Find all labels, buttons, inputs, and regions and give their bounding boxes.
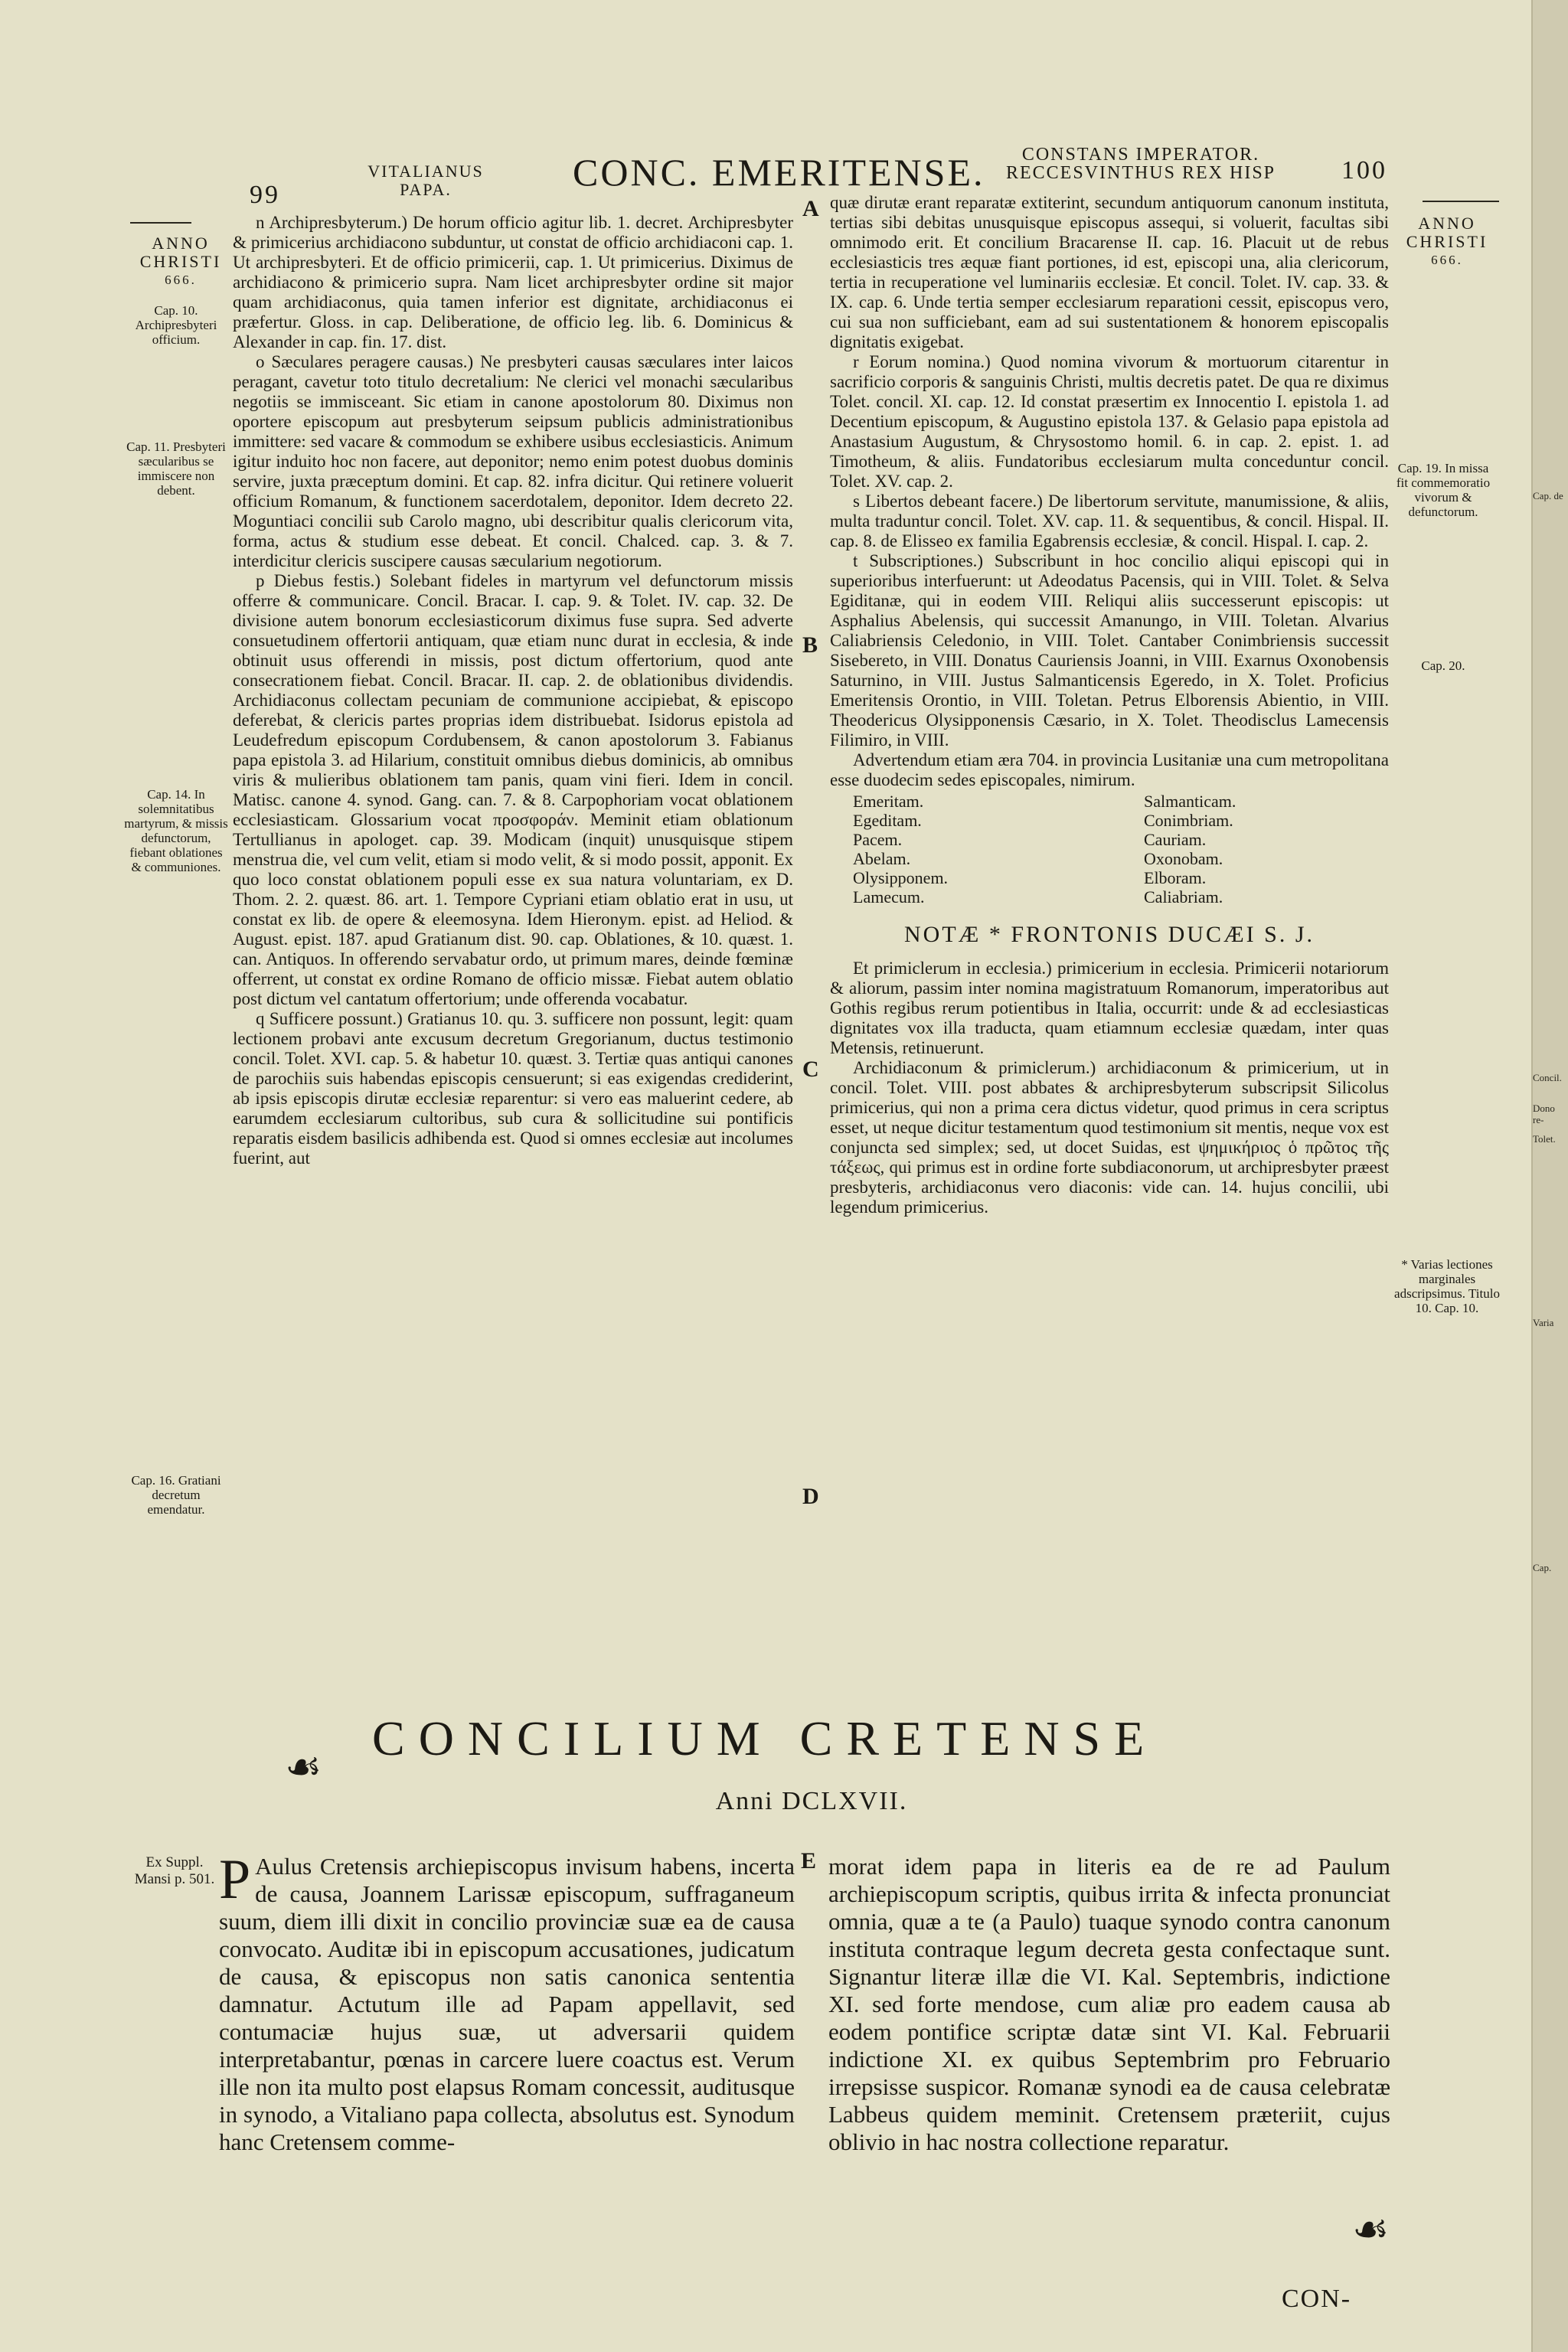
margin-note-varias: * Varias lectiones marginales adscripsimus. Titulo 10. Cap. 10. xyxy=(1394,1257,1500,1315)
margin-note-cap-16: Cap. 16. Gratiani decretum emendatur. xyxy=(131,1473,221,1517)
sees-right: Salmanticam. Conimbriam. Cauriam. Oxonobam. Elboram. Caliabriam. xyxy=(1144,792,1236,906)
rule-left xyxy=(130,222,191,224)
note-n: n Archipresbyterum.) De horum officio agitur lib. 1. decret. Archipresbyter & primicerius archidiacono subduntur, ut constat de officio archidiaconi cap. 1. Ut archipresbyteri. Et de officio primicerii, cap. 1. Ut primicerius. Diximus de archidiacono & primicerio supra. Nam licet archipresbyter ordine sit major quam archidiaconus, quia tamen inferior est dignitate, archidiaconus ei præfertur. Gloss. in cap. Deliberatione, de officio leg. lib. 6. Dominicus & Alexander in cap. fin. 17. dist. xyxy=(233,213,793,351)
margin-note-cap-10: Cap. 10. Archipresbyteri officium. xyxy=(135,303,217,347)
note-p: p Diebus festis.) Solebant fideles in martyrum vel defunctorum missis offerre & communicare. Concil. Bracar. I. cap. 9. & Tolet. IV. cap. 32. De divisione autem bonorum ecclesiasticorum diximus fuse supra. Sed adverte consuetudinem offertorii antiquam, quæ etiam nunc durat in ecclesia, & inde obtinuit usus offerendi in missis, post dictum offertorium, quod ante consecrationem fiebat. Concil. Bracar. II. cap. 2. de oblationibus dividendis. Archidiaconus collectam pecuniam de communione accipiebat, & episcopo deferebat, & clericis partes proprias idem distribuebat. Isidorus epistola ad Leudefredum episcopum Cordubensem, & canon apostolorum 3. Fabianus papa epistola 3. ad Hilarium, constituit omnibus diebus dominicis, ab omnibus viris & mulieribus oblationem tam panis, quam vini fieri. Idem in concil. Matisc. canone 4. synod. Gang. can. 7. & 8. Carpophoriam vocat oblationem ecclesiasticam. Glossarium vocat προσφοράν. Meminit etiam oblationum Tertullianus in apologet. cap. 39. Modicam (inquit) unusquisque stipem menstrua die, vel cum velit, etiam si modo velit, & si modo possit, apponit. Ex quo loco constat oblationem populi esse ex sua natura voluntariam, ex D. Thom. 2. 2. quæst. 86. art. 1. Tempore Cypriani etiam oblatio erat in usu, ut constat ex lib. de opere & eleemosyna. Idem Hieronym. epist. ad Heliod. & August. epist. 187. apud Gratianum dist. 90. cap. Oblationes, & 10. quæst. 1. can. Antiquos. In offerendo servabatur ordo, ut primum mares, deinde fœminæ offerrent, ut constat ex ordine Romano de officio missæ. Fiebat autem oblatio post dictum vel cantatum offertorium; unde offerenda vocabatur. xyxy=(233,571,793,1008)
concilium-text-right: morat idem papa in literis ea de re ad Paulum archiepiscopum scriptis, quibus irrita & infecta pronunciat omnia, quæ a te (a Paulo) tuaque synodo contra canonum instituta contraque legum decreta gesta confectaque sunt. Signantur literæ illæ die VI. Kal. Septembris, indictione XI. sed forte mendose, cum aliæ pro eadem causa ab eodem pontifice scriptæ datæ sint VI. Kal. Februarii indictione XI. ex quibus Septembrim pro Februario irrepsisse suspicor. Romanæ synodi ea de causa celebratæ Labbeus quidem meminit. Cretensem præteriit, cujus oblivio in hac nostra collectione reparatur. xyxy=(828,1853,1390,2155)
anno-right: ANNO CHRISTI 666. xyxy=(1406,214,1488,267)
page-number-right: 100 xyxy=(1341,156,1387,185)
next-page-fragment-3: Dono re- xyxy=(1533,1102,1555,1125)
nota-archidiaconum: Archidiaconum & primiclerum.) archidiaconum & primicerium, ut in concil. Tolet. VIII. post abbates & archipresbyterum subscripsit Silicolus primicerius, qui non a prima cera dictus videtur, quod primus in cera scriptus esset, ut neque dicitur testamentum quod testimonium sit mentis, neque vox est conjuncta sed simplex; sed, ut docet Suidas, est ψημικήριος ὁ πρῶτος τῆς τάξεως, qui primus est in ordine forte subdiaconorum, ut archipresbyter præest presbyteris, archidiaconus vero diaconis: vide can. 14. hujus concilii, ubi legendum primicerius. xyxy=(830,1058,1389,1217)
section-letter-d: D xyxy=(802,1484,819,1509)
rule-right xyxy=(1423,201,1499,202)
note-t: t Subscriptiones.) Subscribunt in hoc concilio aliqui episcopi qui in superioribus interfuerunt: ut Adeodatus Pacensis, qui in VIII. Tolet. & Selva Egiditanæ, qui in eodem VIII. Reliqui aliis successerunt episcopis: ut Asphalius Abelensis, qui successit Amanungo, in VIII. Toletan. Alvarius Caliabriensis Celedonio, in VIII. Tolet. Cantaber Conimbriensis successit Sisebereto, in VIII. Donatus Cauriensis Joanni, in VIII. Exarnus Oxonobensis Saturnino, in VIII. Justus Salmanticensis Egeredo, in X. Tolet. Proficius Emeritensis Orontio, in VIII. Toletan. Petrus Elborensis Abientio, in VIII. Theodericus Olysipponensis Cæsario, in X. Tolet. Theodisclus Lamecensis Filimiro, in VIII. xyxy=(830,551,1389,750)
next-page-fragment-5: Varia xyxy=(1533,1317,1554,1328)
header-title: CONC. EMERITENSE. xyxy=(573,151,985,194)
margin-note-cap-14: Cap. 14. In solemnitatibus martyrum, & missis defunctorum, fiebant oblationes & communiones. xyxy=(124,787,228,874)
section-letter-a: A xyxy=(802,196,819,221)
concilium-text-left: Aulus Cretensis archiepiscopus invisum habens, incerta de causa, Joannem Larissæ episcopum, suffraganeum suum, diem illi dixit in concilio provinciæ suæ ea de causa convocato. Auditæ ibi in episcopum accusationes, judicatum de causa, & episcopus non satis canonica sententia damnatur. Actutum ille ad Papam appellavit, sed contumaciæ hujus suæ, ut adversarii quidem interpretabantur, pœnas in carcere luere coactus est. Verum ille non ita multo post elapsus Romam concessit, auditusque in synodo, a Vitaliano papa collecta, absolutus est. Synodum hanc Cretensem comme- xyxy=(219,1853,795,2155)
section-letter-e: E xyxy=(801,1848,817,1873)
next-page-edge xyxy=(1531,0,1568,2352)
ornament-top: ☙ xyxy=(285,1744,322,1790)
margin-note-cap-11: Cap. 11. Presbyteri sæcularibus se immiscere non debent. xyxy=(126,439,226,498)
note-s: s Libertos debeant facere.) De libertorum servitute, manumissione, & aliis, multa traduntur concil. Tolet. XV. cap. 11. & sequentibus, & concil. Hispal. II. cap. 8. de Elisseo ex familia Egabrensis ecclesiæ, & concil. Hispal. I. cap. 2. xyxy=(830,492,1389,550)
next-page-fragment-4: Tolet. xyxy=(1533,1133,1556,1145)
nota-primiclerum: Et primiclerum in ecclesia.) primicerium in ecclesia. Primicerii notariorum & aliorum, passim inter nomina magistratuum Romanorum, imperatoribus aut Gothis regibus rerum potientibus in Italia, occurrit: unde & ad ecclesiasticas dignitates vox illa traducta, quam etiamnum ecclesiæ quædam, inter quas Metensis, retinuerunt. xyxy=(830,959,1389,1057)
margin-note-cap-19: Cap. 19. In missa fit commemoratio vivorum & defunctorum. xyxy=(1396,461,1491,519)
drop-cap: P xyxy=(219,1848,251,1911)
ornament-bottom: ☙ xyxy=(1352,2207,1390,2252)
anno-left: ANNO CHRISTI 666. xyxy=(139,234,222,287)
margin-note-cap-20: Cap. 20. xyxy=(1421,658,1465,673)
notae-title: NOTÆ * FRONTONIS DUCÆI S. J. xyxy=(903,922,1315,947)
sees-list xyxy=(830,792,1389,906)
note-q: q Sufficere possunt.) Gratianus 10. qu. 3. sufficere non possunt, legit: quam lectionem probavi ante excusum decretum Gregorianum, ductus testimonio concil. Tolet. XVI. cap. 5. & habetur 10. quæst. 3. Tertiæ quas antiqui canones de parochiis suis habendas episcopis censuerunt; si eas exigendas crediderint, ab ipsis episcopis dirutæ ecclesiæ reparentur: si vero eas maluerint cedere, ab earumdem ecclesiarum cultoribus, sub cura & sollicitudine sui pontificis reparatis eisdem basilicis adhibenda est. Quod si omnes ecclesiæ aut incolumes fuerint, aut xyxy=(233,1009,793,1168)
page-number-left: 99 xyxy=(250,181,280,209)
concilium-column-right xyxy=(828,1853,1390,2156)
note-advertendum: Advertendum etiam æra 704. in provincia Lusitaniæ una cum metropolitana esse duodecim sedes episcopales, nimirum. xyxy=(830,750,1389,789)
catchword: CON- xyxy=(1282,2285,1352,2313)
header-emperor: CONSTANS IMPERATOR. RECCESVINTHUS REX HISP xyxy=(1005,145,1276,183)
note-r: r Eorum nomina.) Quod nomina vivorum & mortuorum citarentur in sacrificio corporis & sanguinis Christi, multis decretis patet. De qua re diximus Tolet. concil. XI. cap. 12. Id constat præsertim ex Innocentio I. epistola 1. ad Decentium episcopum, & Augustino epistola 137. & Gelasio papa epistola ad Anastasium Augustum, & Chrysostomo homil. 6. in cap. 2. epist. 1. ad Timotheum, & aliis. Fundatoribus ecclesiarum multa conceduntur concil. Tolet. XV. cap. 2. xyxy=(830,352,1389,491)
concilium-year: Anni DCLXVII. xyxy=(715,1787,908,1815)
header-pope: VITALIANUS PAPA. xyxy=(368,162,484,199)
note-q-cont: quæ dirutæ erant reparatæ extiterint, secundum antiquorum canonum instituta, tertias sibi debitas unusquisque episcopus assequi, si voluerit, facultas sibi omnimodo erit. Et concilium Bracarense II. cap. 16. Placuit ut de rebus ecclesiasticis tres æquæ fiant portiones, id est, episcopi una, alia clericorum, tertia in recuperatione vel luminariis ecclesiæ. Et concil. Tolet. IV. cap. 33. & IX. cap. 6. Unde tertia semper ecclesiarum reparationi cessit, episcopus vero, cui sua non sufficiebant, eam ad sui sustentationem & honorem episcopalis dignitatis exigebat. xyxy=(830,193,1389,351)
source-note: Ex Suppl. Mansi p. 501. xyxy=(134,1854,215,1887)
concilium-column-left xyxy=(219,1848,795,2156)
section-letter-c: C xyxy=(802,1057,819,1082)
notes-column-right xyxy=(830,193,1389,1217)
concilium-title: CONCILIUM CRETENSE xyxy=(372,1711,1158,1766)
note-o: o Sæculares peragere causas.) Ne presbyteri causas sæculares inter laicos peragant, cavetur toto titulo decretalium: Ne clerici vel monachi sæcularibus negotiis se immisceant. Sic etiam in canone apostolorum 80. Diximus non oportere episcopum aut presbyterum seipsum publicis administrationibus immittere: sed vacare & commodum se exhibere usibus ecclesiasticis. Animum igitur induito hoc non facere, aut deponitor; nemo enim potest duobus dominis servire, juxta præceptum domini. Et cap. 82. infra dicitur. Qui retinere voluerit officium Romanum, & functionem sacerdotalem, deponitor. Idem decreto 22. Moguntiaci concilii sub Carolo magno, ubi describitur qualis clericorum vita, forma, actus & studium esse debeat. Et concil. Chalced. cap. 3. & 7. interdicitur clericis suscipere causas sæcularium negotiorum. xyxy=(233,352,793,570)
sees-left: Emeritam. Egeditam. Pacem. Abelam. Olysipponem. Lamecum. xyxy=(853,792,949,906)
next-page-fragment-2: Concil. xyxy=(1533,1072,1562,1083)
next-page-fragment-1: Cap. de xyxy=(1533,490,1563,501)
next-page-fragment-6: Cap. xyxy=(1533,1562,1552,1573)
section-letter-b: B xyxy=(802,632,818,658)
notes-column-left xyxy=(233,213,793,1168)
